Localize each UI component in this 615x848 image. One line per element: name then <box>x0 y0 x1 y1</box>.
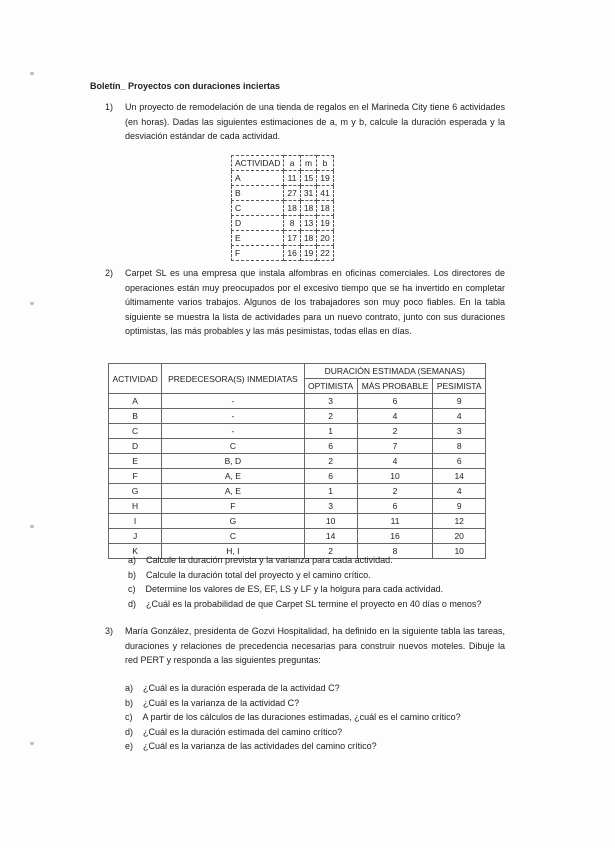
question-item <box>125 710 515 725</box>
table-cell: 15 <box>300 171 316 186</box>
table-cell: 31 <box>300 186 316 201</box>
question-text: Calcule la duración total del proyecto y el camino crítico. <box>146 569 371 580</box>
table-cell: 13 <box>300 216 316 231</box>
problem-text: Carpet SL es una empresa que instala alfombras en oficinas comerciales. Los directores de operaciones están muy preocupados por el excesivo tiempo que se ha invertido en completar últimamente varios trabajos. Algunos de los trabajadores son muy poco fiables. En la tabla siguiente se muestra la lista de actividades para un nuevo contrato, junto con sus duraciones optimistas, las más probables y las más pesimistas, todas ellas en días. <box>125 268 505 336</box>
problem-2 <box>105 266 505 339</box>
table-cell: 19 <box>317 171 333 186</box>
header-predecessors: PREDECESORA(S) INMEDIATAS <box>162 364 304 394</box>
column-header: ACTIVIDAD <box>232 156 284 171</box>
table-cell: J <box>109 529 162 544</box>
header-pessimistic: PESIMISTA <box>433 379 486 394</box>
table-cell: I <box>109 514 162 529</box>
table-cell: 18 <box>317 201 333 216</box>
question-item <box>128 553 508 568</box>
table-cell: G <box>109 484 162 499</box>
table-cell: 19 <box>317 216 333 231</box>
table-cell: C <box>162 529 304 544</box>
question-text: ¿Cuál es la duración estimada del camino crítico? <box>143 726 343 737</box>
hole-punch-mark <box>30 742 34 745</box>
table-cell: 6 <box>433 454 486 469</box>
table-cell: 18 <box>300 201 316 216</box>
table-cell: 6 <box>357 499 433 514</box>
column-header: b <box>317 156 333 171</box>
problem-1 <box>105 100 505 144</box>
question-item <box>125 696 515 711</box>
table-cell: 20 <box>433 529 486 544</box>
table-cell: A <box>109 394 162 409</box>
question-text: ¿Cuál es la probabilidad de que Carpet SL termine el proyecto en 40 días o menos? <box>146 598 482 609</box>
table-cell: 2 <box>304 544 357 559</box>
table-cell: 20 <box>317 231 333 246</box>
table-cell: 3 <box>433 424 486 439</box>
table-cell: 18 <box>284 201 300 216</box>
table-cell: 6 <box>304 439 357 454</box>
table-row <box>109 439 486 454</box>
table-cell: 2 <box>357 424 433 439</box>
table-cell: A <box>232 171 284 186</box>
table-cell: 4 <box>433 484 486 499</box>
question-text: ¿Cuál es la varianza de las actividades del camino crítico? <box>143 741 377 751</box>
header-activity: ACTIVIDAD <box>109 364 162 394</box>
table-cell: H, I <box>162 544 304 559</box>
table-cell: 8 <box>284 216 300 231</box>
table-row <box>232 171 334 186</box>
table-cell: 9 <box>433 499 486 514</box>
problem-text: María González, presidenta de Gozvi Hospitalidad, ha definido en la siguiente tabla las tareas, duraciones y relaciones de precedencia necesarias para construir nuevos moteles. Dibuje la red PERT y responda a las siguientes preguntas: <box>125 626 505 665</box>
table-cell: 3 <box>304 394 357 409</box>
table-cell: 4 <box>357 454 433 469</box>
table-cell: D <box>109 439 162 454</box>
question-label: a) <box>125 683 134 693</box>
table-row <box>232 186 334 201</box>
table-cell: F <box>162 499 304 514</box>
table-cell: 2 <box>304 454 357 469</box>
question-text: Determine los valores de ES, EF, LS y LF y la holgura para cada actividad. <box>145 584 444 594</box>
problem-number: 1) <box>105 102 114 112</box>
table-cell: 11 <box>357 514 433 529</box>
question-label: a) <box>128 555 137 565</box>
table-cell: 8 <box>433 439 486 454</box>
table-cell: 8 <box>357 544 433 559</box>
table-cell: 7 <box>357 439 433 454</box>
question-item <box>128 582 508 597</box>
table-row <box>109 529 486 544</box>
hole-punch-mark <box>30 302 34 305</box>
table-row <box>232 216 334 231</box>
table-cell: C <box>232 201 284 216</box>
table-cell: E <box>109 454 162 469</box>
header-duration: DURACIÓN ESTIMADA (SEMANAS) <box>304 364 485 379</box>
table-row <box>109 499 486 514</box>
table-cell: 41 <box>317 186 333 201</box>
estimates-table <box>231 155 334 261</box>
table-cell: 4 <box>357 409 433 424</box>
table-cell: 10 <box>357 469 433 484</box>
hole-punch-mark <box>30 72 34 75</box>
question-label: b) <box>125 697 134 708</box>
question-text: ¿Cuál es la duración esperada de la actividad C? <box>143 683 340 693</box>
table-cell: 10 <box>433 544 486 559</box>
table-cell: 2 <box>304 409 357 424</box>
question-text: A partir de los cálculos de las duraciones estimadas, ¿cuál es el camino crítico? <box>142 712 461 722</box>
table-row <box>109 409 486 424</box>
question-text: ¿Cuál es la varianza de la actividad C? <box>143 697 300 708</box>
table-cell: 11 <box>284 171 300 186</box>
problem-3-questions <box>125 681 515 754</box>
table-row <box>109 469 486 484</box>
question-text: Calcule la duración prevista y la varianza para cada actividad. <box>146 555 393 565</box>
table-cell: C <box>109 424 162 439</box>
table-cell: 14 <box>433 469 486 484</box>
question-item <box>125 725 515 740</box>
table-cell: 1 <box>304 484 357 499</box>
question-label: e) <box>125 741 134 751</box>
table-cell: - <box>162 394 304 409</box>
table-row <box>109 424 486 439</box>
table-row <box>109 484 486 499</box>
table-cell: 1 <box>304 424 357 439</box>
table-cell: 27 <box>284 186 300 201</box>
column-header: a <box>284 156 300 171</box>
problem-number: 3) <box>105 626 114 636</box>
table-cell: 16 <box>357 529 433 544</box>
table-cell: H <box>109 499 162 514</box>
question-item <box>128 597 508 612</box>
table-cell: 19 <box>300 246 316 261</box>
table-cell: 2 <box>357 484 433 499</box>
question-label: d) <box>128 598 137 609</box>
problem-text: Un proyecto de remodelación de una tienda de regalos en el Marineda City tiene 6 actividades (en horas). Dadas las siguientes estimaciones de a, m y b, calcule la duración esperada y la desviación estándar de cada actividad. <box>125 102 505 141</box>
table-cell: 18 <box>300 231 316 246</box>
table-cell: D <box>232 216 284 231</box>
table-cell: 10 <box>304 514 357 529</box>
table-cell: F <box>232 246 284 261</box>
table-row <box>232 201 334 216</box>
problem-3 <box>105 624 505 668</box>
table-cell: C <box>162 439 304 454</box>
header-most-likely: MÁS PROBABLE <box>357 379 433 394</box>
table-row <box>109 394 486 409</box>
column-header: m <box>300 156 316 171</box>
table-cell: 6 <box>357 394 433 409</box>
table-cell: B, D <box>162 454 304 469</box>
hole-punch-mark <box>30 525 34 528</box>
problem-number: 2) <box>105 268 114 278</box>
activities-table <box>108 363 486 559</box>
problem-2-questions <box>128 553 508 611</box>
table-cell: B <box>109 409 162 424</box>
document-title: Boletín_ Proyectos con duraciones inciertas <box>90 81 281 91</box>
table-cell: 4 <box>433 409 486 424</box>
header-optimistic: OPTIMISTA <box>304 379 357 394</box>
question-label: b) <box>128 569 137 580</box>
table-cell: - <box>162 409 304 424</box>
table-cell: - <box>162 424 304 439</box>
table-cell: 3 <box>304 499 357 514</box>
table-cell: K <box>109 544 162 559</box>
table-row <box>232 246 334 261</box>
question-label: c) <box>128 584 136 594</box>
question-label: d) <box>125 726 134 737</box>
table-cell: 14 <box>304 529 357 544</box>
question-item <box>125 681 515 696</box>
question-label: c) <box>125 712 133 722</box>
question-item <box>128 568 508 583</box>
question-item <box>125 739 515 754</box>
table-cell: A, E <box>162 484 304 499</box>
table-cell: G <box>162 514 304 529</box>
table-cell: E <box>232 231 284 246</box>
table-cell: 16 <box>284 246 300 261</box>
table-cell: 9 <box>433 394 486 409</box>
table-cell: A, E <box>162 469 304 484</box>
table-row <box>109 454 486 469</box>
table-cell: F <box>109 469 162 484</box>
table-cell: 12 <box>433 514 486 529</box>
table-header-row <box>232 156 334 171</box>
table-cell: B <box>232 186 284 201</box>
table-cell: 22 <box>317 246 333 261</box>
table-row <box>232 231 334 246</box>
table-cell: 17 <box>284 231 300 246</box>
table-row <box>109 514 486 529</box>
table-cell: 6 <box>304 469 357 484</box>
